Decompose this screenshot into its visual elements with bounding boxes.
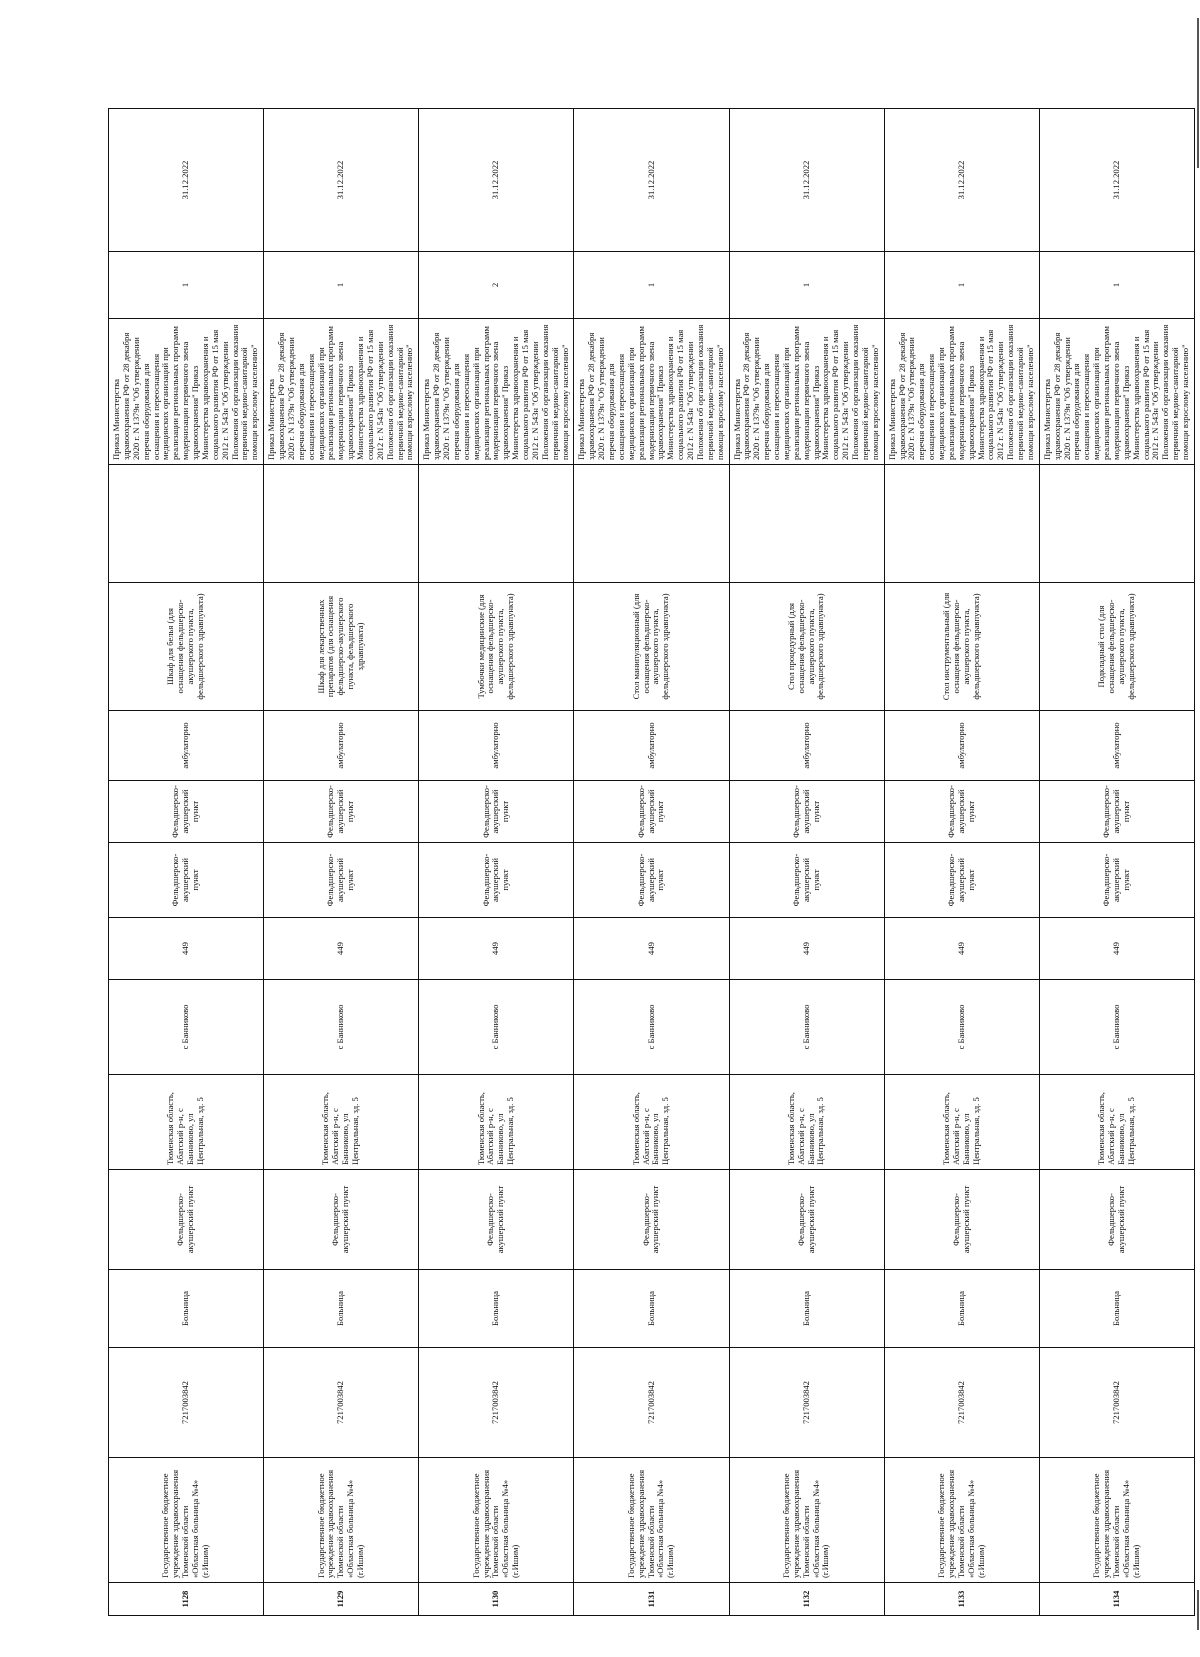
quantity-cell: 1 bbox=[264, 252, 419, 319]
subdivision-name-cell: Фельдшерско-акушерский пункт bbox=[884, 1170, 1039, 1270]
address-cell: Тюменская область, Абатский р-н, с Банниково, ул Центральная, зд. 5 bbox=[1039, 1075, 1194, 1170]
care-conditions-cell: амбулаторно bbox=[1039, 711, 1194, 781]
row-number-cell: 1131 bbox=[574, 1583, 729, 1616]
care-conditions-cell: амбулаторно bbox=[419, 711, 574, 781]
deadline-date-cell: 31.12.2022 bbox=[419, 109, 574, 252]
quantity-cell: 1 bbox=[109, 252, 264, 319]
population-cell: 449 bbox=[109, 918, 264, 980]
inn-code-cell: 7217003842 bbox=[574, 1348, 729, 1458]
address-cell: Тюменская область, Абатский р-н, с Банниково, ул Центральная, зд. 5 bbox=[264, 1075, 419, 1170]
quantity-cell: 1 bbox=[1039, 252, 1194, 319]
equipment-name-cell: Шкаф для лекарственных препаратов (для оснащения фельдшерско-акушерского пункта, фельдшерского здравпункта) bbox=[264, 583, 419, 711]
care-conditions-cell: амбулаторно bbox=[574, 711, 729, 781]
care-conditions-cell: амбулаторно bbox=[109, 711, 264, 781]
equipment-name-cell: Стол инструментальный (для оснащения фельдшерско-акушерского пункта, фельдшерского здравпункта) bbox=[884, 583, 1039, 711]
subdivision-name-cell: Фельдшерско-акушерский пункт bbox=[729, 1170, 884, 1270]
population-cell: 449 bbox=[419, 918, 574, 980]
inn-code-cell: 7217003842 bbox=[1039, 1348, 1194, 1458]
row-number-cell: 1133 bbox=[884, 1583, 1039, 1616]
population-cell: 449 bbox=[729, 918, 884, 980]
facility-type-cell: Фельдшерско-акушерский пункт bbox=[884, 781, 1039, 843]
equipment-name-cell: Шкаф для белья (для оснащения фельдшерско-акушерского пункта, фельдшерского здравпункта) bbox=[109, 583, 264, 711]
facility-name-cell: Фельдшерско-акушерский пункт bbox=[109, 843, 264, 918]
population-cell: 449 bbox=[264, 918, 419, 980]
organization-type-cell: Больница bbox=[729, 1270, 884, 1348]
deadline-date-cell: 31.12.2022 bbox=[729, 109, 884, 252]
equipment-name-cell: Тумбочки медицинские (для оснащения фельдшерско-акушерского пункта, фельдшерского здравпункта) bbox=[419, 583, 574, 711]
legal-basis-cell: Приказ Министерства здравоохранения РФ от 28 декабря 2020 г. N 1379н "Об утверждении перечня оборудования для оснащения и переоснащения медицинских организаций при реализации региональных программ модернизации первичного звена здравоохранения" Приказ Министерства здравоохранения и социального развития РФ от 15 мая 2012 г. N 543н "Об утверждении Положения об организации оказания первичной медико-санитарной помощи взрослому населению" bbox=[419, 319, 574, 465]
quantity-cell: 2 bbox=[419, 252, 574, 319]
facility-type-cell: Фельдшерско-акушерский пункт bbox=[1039, 781, 1194, 843]
address-cell: Тюменская область, Абатский р-н, с Банниково, ул Центральная, зд. 5 bbox=[729, 1075, 884, 1170]
row-number-cell: 1129 bbox=[264, 1583, 419, 1616]
blank-cell-cell bbox=[574, 465, 729, 583]
organization-type-cell: Больница bbox=[109, 1270, 264, 1348]
subdivision-name-cell: Фельдшерско-акушерский пункт bbox=[419, 1170, 574, 1270]
address-cell: Тюменская область, Абатский р-н, с Банниково, ул Центральная, зд. 5 bbox=[419, 1075, 574, 1170]
organization-name-cell: Государственное бюджетное учреждение здравоохранения Тюменской области «Областная больница №4» (г.Ишим) bbox=[574, 1458, 729, 1583]
legal-basis-cell: Приказ Министерства здравоохранения РФ от 28 декабря 2020 г. N 1379н "Об утверждении перечня оборудования для оснащения и переоснащения медицинских организаций при реализации региональных программ модернизации первичного звена здравоохранения" Приказ Министерства здравоохранения и социального развития РФ от 15 мая 2012 г. N 543н "Об утверждении Положения об организации оказания первичной медико-санитарной помощи взрослому населению" bbox=[574, 319, 729, 465]
organization-type-cell: Больница bbox=[574, 1270, 729, 1348]
blank-cell-cell bbox=[419, 465, 574, 583]
facility-type-cell: Фельдшерско-акушерский пункт bbox=[419, 781, 574, 843]
address-cell: Тюменская область, Абатский р-н, с Банниково, ул Центральная, зд. 5 bbox=[574, 1075, 729, 1170]
scan-edge-line bbox=[1197, 1590, 1199, 1630]
organization-type-cell: Больница bbox=[264, 1270, 419, 1348]
legal-basis-cell: Приказ Министерства здравоохранения РФ от 28 декабря 2020 г. N 1379н "Об утверждении перечня оборудования для оснащения и переоснащения медицинских организаций при реализации региональных программ модернизации первичного звена здравоохранения" Приказ Министерства здравоохранения и социального развития РФ от 15 мая 2012 г. N 543н "Об утверждении Положения об организации оказания первичной медико-санитарной помощи взрослому населению" bbox=[729, 319, 884, 465]
table-row bbox=[884, 109, 1039, 1616]
facility-type-cell: Фельдшерско-акушерский пункт bbox=[729, 781, 884, 843]
settlement-cell: с Банниково bbox=[884, 980, 1039, 1075]
table-row bbox=[109, 109, 264, 1616]
equipment-register-table bbox=[108, 108, 1195, 1616]
care-conditions-cell: амбулаторно bbox=[884, 711, 1039, 781]
inn-code-cell: 7217003842 bbox=[884, 1348, 1039, 1458]
legal-basis-cell: Приказ Министерства здравоохранения РФ от 28 декабря 2020 г. N 1379н "Об утверждении перечня оборудования для оснащения и переоснащения медицинских организаций при реализации региональных программ модернизации первичного звена здравоохранения" Приказ Министерства здравоохранения и социального развития РФ от 15 мая 2012 г. N 543н "Об утверждении Положения об организации оказания первичной медико-санитарной помощи взрослому населению" bbox=[109, 319, 264, 465]
settlement-cell: с Банниково bbox=[729, 980, 884, 1075]
organization-name-cell: Государственное бюджетное учреждение здравоохранения Тюменской области «Областная больница №4» (г.Ишим) bbox=[729, 1458, 884, 1583]
facility-name-cell: Фельдшерско-акушерский пункт bbox=[884, 843, 1039, 918]
legal-basis-cell: Приказ Министерства здравоохранения РФ от 28 декабря 2020 г. N 1379н "Об утверждении перечня оборудования для оснащения и переоснащения медицинских организаций при реализации региональных программ модернизации первичного звена здравоохранения" Приказ Министерства здравоохранения и социального развития РФ от 15 мая 2012 г. N 543н "Об утверждении Положения об организации оказания первичной медико-санитарной помощи взрослому населению" bbox=[884, 319, 1039, 465]
care-conditions-cell: амбулаторно bbox=[729, 711, 884, 781]
subdivision-name-cell: Фельдшерско-акушерский пункт bbox=[264, 1170, 419, 1270]
scan-edge-line bbox=[1197, 18, 1199, 168]
subdivision-name-cell: Фельдшерско-акушерский пункт bbox=[1039, 1170, 1194, 1270]
equipment-name-cell: Подкладный стол (для оснащения фельдшерско-акушерского пункта, фельдшерского здравпункта) bbox=[1039, 583, 1194, 711]
settlement-cell: с Банниково bbox=[1039, 980, 1194, 1075]
table-row bbox=[574, 109, 729, 1616]
deadline-date-cell: 31.12.2022 bbox=[1039, 109, 1194, 252]
organization-type-cell: Больница bbox=[419, 1270, 574, 1348]
table-row bbox=[419, 109, 574, 1616]
inn-code-cell: 7217003842 bbox=[109, 1348, 264, 1458]
blank-cell-cell bbox=[264, 465, 419, 583]
inn-code-cell: 7217003842 bbox=[729, 1348, 884, 1458]
organization-name-cell: Государственное бюджетное учреждение здравоохранения Тюменской области «Областная больница №4» (г.Ишим) bbox=[1039, 1458, 1194, 1583]
table-row bbox=[1039, 109, 1194, 1616]
quantity-cell: 1 bbox=[884, 252, 1039, 319]
table-row bbox=[264, 109, 419, 1616]
organization-name-cell: Государственное бюджетное учреждение здравоохранения Тюменской области «Областная больница №4» (г.Ишим) bbox=[884, 1458, 1039, 1583]
care-conditions-cell: амбулаторно bbox=[264, 711, 419, 781]
blank-cell-cell bbox=[1039, 465, 1194, 583]
row-number-cell: 1128 bbox=[109, 1583, 264, 1616]
equipment-name-cell: Стол процедурный (для оснащения фельдшерско-акушерского пункта, фельдшерского здравпункта) bbox=[729, 583, 884, 711]
population-cell: 449 bbox=[1039, 918, 1194, 980]
blank-cell-cell bbox=[729, 465, 884, 583]
facility-type-cell: Фельдшерско-акушерский пункт bbox=[574, 781, 729, 843]
organization-name-cell: Государственное бюджетное учреждение здравоохранения Тюменской области «Областная больница №4» (г.Ишим) bbox=[109, 1458, 264, 1583]
quantity-cell: 1 bbox=[729, 252, 884, 319]
quantity-cell: 1 bbox=[574, 252, 729, 319]
inn-code-cell: 7217003842 bbox=[264, 1348, 419, 1458]
facility-name-cell: Фельдшерско-акушерский пункт bbox=[1039, 843, 1194, 918]
blank-cell-cell bbox=[109, 465, 264, 583]
facility-name-cell: Фельдшерско-акушерский пункт bbox=[419, 843, 574, 918]
deadline-date-cell: 31.12.2022 bbox=[574, 109, 729, 252]
deadline-date-cell: 31.12.2022 bbox=[109, 109, 264, 252]
subdivision-name-cell: Фельдшерско-акушерский пункт bbox=[109, 1170, 264, 1270]
equipment-name-cell: Стол манипуляционный (для оснащения фельдшерско-акушерского пункта, фельдшерского здравпункта) bbox=[574, 583, 729, 711]
organization-name-cell: Государственное бюджетное учреждение здравоохранения Тюменской области «Областная больница №4» (г.Ишим) bbox=[419, 1458, 574, 1583]
address-cell: Тюменская область, Абатский р-н, с Банниково, ул Центральная, зд. 5 bbox=[109, 1075, 264, 1170]
settlement-cell: с Банниково bbox=[109, 980, 264, 1075]
blank-cell-cell bbox=[884, 465, 1039, 583]
facility-type-cell: Фельдшерско-акушерский пункт bbox=[264, 781, 419, 843]
legal-basis-cell: Приказ Министерства здравоохранения РФ от 28 декабря 2020 г. N 1379н "Об утверждении перечня оборудования для оснащения и переоснащения медицинских организаций при реализации региональных программ модернизации первичного звена здравоохранения" Приказ Министерства здравоохранения и социального развития РФ от 15 мая 2012 г. N 543н "Об утверждении Положения об организации оказания первичной медико-санитарной помощи взрослому населению" bbox=[1039, 319, 1194, 465]
facility-type-cell: Фельдшерско-акушерский пункт bbox=[109, 781, 264, 843]
organization-name-cell: Государственное бюджетное учреждение здравоохранения Тюменской области «Областная больница №4» (г.Ишим) bbox=[264, 1458, 419, 1583]
table-body bbox=[109, 109, 1195, 1616]
row-number-cell: 1132 bbox=[729, 1583, 884, 1616]
population-cell: 449 bbox=[574, 918, 729, 980]
facility-name-cell: Фельдшерско-акушерский пункт bbox=[729, 843, 884, 918]
population-cell: 449 bbox=[884, 918, 1039, 980]
facility-name-cell: Фельдшерско-акушерский пункт bbox=[574, 843, 729, 918]
organization-type-cell: Больница bbox=[1039, 1270, 1194, 1348]
deadline-date-cell: 31.12.2022 bbox=[264, 109, 419, 252]
legal-basis-cell: Приказ Министерства здравоохранения РФ от 28 декабря 2020 г. N 1379н "Об утверждении перечня оборудования для оснащения и переоснащения медицинских организаций при реализации региональных программ модернизации первичного звена здравоохранения" Приказ Министерства здравоохранения и социального развития РФ от 15 мая 2012 г. N 543н "Об утверждении Положения об организации оказания первичной медико-санитарной помощи взрослому населению" bbox=[264, 319, 419, 465]
organization-type-cell: Больница bbox=[884, 1270, 1039, 1348]
inn-code-cell: 7217003842 bbox=[419, 1348, 574, 1458]
row-number-cell: 1130 bbox=[419, 1583, 574, 1616]
table-row bbox=[729, 109, 884, 1616]
row-number-cell: 1134 bbox=[1039, 1583, 1194, 1616]
facility-name-cell: Фельдшерско-акушерский пункт bbox=[264, 843, 419, 918]
subdivision-name-cell: Фельдшерско-акушерский пункт bbox=[574, 1170, 729, 1270]
settlement-cell: с Банниково bbox=[264, 980, 419, 1075]
address-cell: Тюменская область, Абатский р-н, с Банниково, ул Центральная, зд. 5 bbox=[884, 1075, 1039, 1170]
settlement-cell: с Банниково bbox=[419, 980, 574, 1075]
rotated-table-wrapper bbox=[108, 109, 1190, 1616]
settlement-cell: с Банниково bbox=[574, 980, 729, 1075]
deadline-date-cell: 31.12.2022 bbox=[884, 109, 1039, 252]
